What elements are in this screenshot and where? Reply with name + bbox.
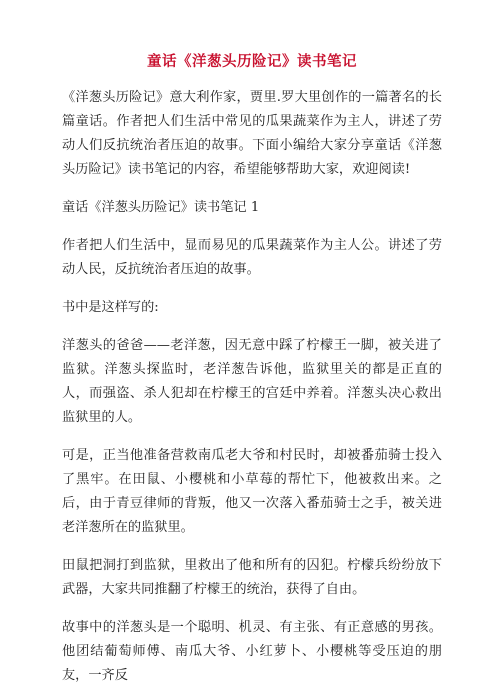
paragraph-section-heading: 童话《洋葱头历险记》读书笔记 1 — [62, 200, 260, 215]
paragraph-intro: 《洋葱头历险记》意大利作家，贾里.罗大里创作的一篇著名的长篇童话。作者把人们生活中常见的瓜果蔬菜作为主人，讲述了劳动人们反抗统治者压迫的故事。下面小编给大家分享童话《洋葱头历险记》读书笔记的内容，希望能够帮助大家，欢迎阅读! — [62, 90, 442, 177]
paragraph-story-3: 田鼠把洞打到监狱，里救出了他和所有的囚犯。柠檬兵纷纷放下武器，大家共同推翻了柠檬王的统治，获得了自由。 — [62, 558, 442, 597]
paragraph-character: 故事中的洋葱头是一个聪明、机灵、有主张、有正意感的男孩。他团结葡萄师傅、南瓜大爷、小红萝卜、小樱桃等受压迫的朋友，一齐反 — [62, 620, 442, 683]
paragraph-story-2: 可是，正当他准备营救南瓜老大爷和村民时，却被番茄骑士投入了黑牢。在田鼠、小樱桃和小草莓的帮忙下，他被救出来。之后，由于青豆律师的背叛，他又一次落入番茄骑士之手，被关进老洋葱所在的监狱里。 — [62, 448, 442, 535]
document-title: 童话《洋葱头历险记》读书笔记 — [147, 53, 357, 70]
paragraph-summary: 作者把人们生活中，显而易见的瓜果蔬菜作为主人公。讲述了劳动人民，反抗统治者压迫的故事。 — [62, 238, 442, 277]
paragraph-story-1: 洋葱头的爸爸——老洋葱，因无意中踩了柠檬王一脚，被关进了监狱。洋葱头探监时，老洋葱告诉他，监狱里关的都是正直的人，而强盗、杀人犯却在柠檬王的宫廷中养着。洋葱头决心救出监狱里的人。 — [62, 338, 442, 425]
paragraph-quote-lead: 书中是这样写的: — [62, 300, 159, 315]
